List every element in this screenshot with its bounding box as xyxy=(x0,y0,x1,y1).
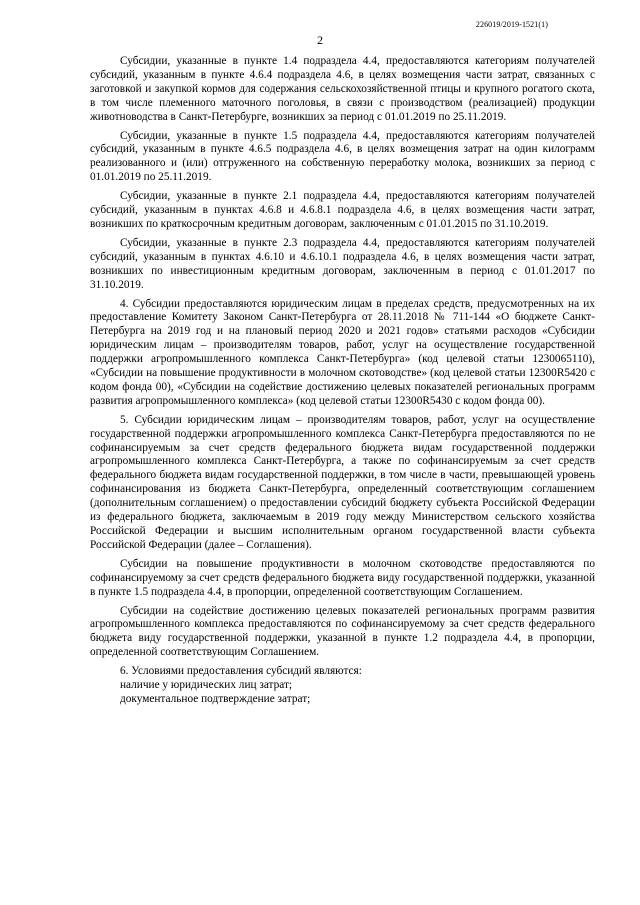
list-item-condition-documents: документальное подтверждение затрат; xyxy=(120,692,311,705)
paragraph-dairy-productivity: Субсидии на повышение продуктивности в молочном скотоводстве предоставляются по софинансируемому за счет средств федерального бюджета виду государственной поддержки, указанной в пункте 1.5 подраздела 4.4, в пропорции, определенной соответствующим Соглашением. xyxy=(90,557,595,598)
paragraph-subsidy-1-5: Субсидии, указанные в пункте 1.5 подраздела 4.4, предоставляются категориям получателей субсидий, указанным в пункте 4.6.5 подраздела 4.6, в целях возмещения затрат на один килограмм реализованного и (или) отгруженного на собственную переработку молока, возникших за период с 01.01.2019 по 25.11.2019. xyxy=(90,129,595,184)
paragraph-section-6: 6. Условиями предоставления субсидий являются: xyxy=(120,665,362,678)
paragraph-section-4: 4. Субсидии предоставляются юридическим лицам в пределах средств, предусмотренных на их предоставление Комитету Законом Санкт-Петербурга от 28.11.2018 № 711-144 «О бюджете Санкт-Петербурга на 2019 год и на плановый период 2020 и 2021 годов» статьями расходов «Субсидии юридическим лицам – производителям товаров, работ, услуг на осуществление государственной поддержки агропромышленного комплекса Санкт-Петербурга» (код целевой статьи 1230065110), «Субсидии на повышение продуктивности в молочном скотоводстве» (код целевой статьи 12300R5420 с кодом фонда 00), «Субсидии на содействие достижению целевых показателей региональных программ развития агропромышленного комплекса» (код целевой статьи 12300R5430 с кодом фонда 00). xyxy=(90,297,595,407)
document-code: 226019/2019-1521(1) xyxy=(475,20,548,29)
paragraph-regional-programs: Субсидии на содействие достижению целевых показателей региональных программ развития агропромышленного комплекса предоставляются по софинансируемому за счет средств федерального бюджета виду государственной поддержки, указанной в пункте 1.2 подраздела 4.4, в пропорции, определенной соответствующим Соглашением. xyxy=(90,604,595,659)
paragraph-subsidy-2-1: Субсидии, указанные в пункте 2.1 подраздела 4.4, предоставляются категориям получателей субсидий, указанным в пунктах 4.6.8 и 4.6.8.1 подраздела 4.6, в целях возмещения части затрат, возникших по краткосрочным кредитным договорам, заключенным с 01.01.2015 по 31.10.2019. xyxy=(90,190,595,230)
document-body xyxy=(90,55,595,707)
page-number: 2 xyxy=(317,33,323,47)
paragraph-subsidy-2-3: Субсидии, указанные в пункте 2.3 подраздела 4.4, предоставляются категориям получателей субсидий, указанным в пунктах 4.6.10 и 4.6.10.1 подраздела 4.6, в целях возмещения части затрат, возникших по инвестиционным кредитным договорам, заключенным в период с 01.01.2017 по 31.10.2019. xyxy=(90,236,595,291)
paragraph-subsidy-1-4: Субсидии, указанные в пункте 1.4 подраздела 4.4, предоставляются категориям получателей субсидий, указанным в пункте 4.6.4 подраздела 4.6, в целях возмещения части затрат, связанных с заготовкой и закупкой кормов для содержания сельскохозяйственной птицы и крупного рогатого скота, в том числе племенного маточного поголовья, в связи с производством (реализацией) продукции животноводства в Санкт-Петербурге, возникших за период с 01.01.2019 по 25.11.2019. xyxy=(90,55,595,123)
list-item-condition-costs: наличие у юридических лиц затрат; xyxy=(120,679,293,692)
paragraph-section-5: 5. Субсидии юридическим лицам – производителям товаров, работ, услуг на осуществление государственной поддержки агропромышленного комплекса Санкт-Петербурга предоставляются по не софинансируемым за счет средств федерального бюджета видам государственной поддержки агропромышленного комплекса Санкт-Петербурга, а также по софинансируемым за счет средств федерального бюджета видам государственной поддержки, в том числе в части, превышающей уровень софинансирования из бюджета Санкт-Петербурга, определенный соответствующим соглашением (дополнительным соглашением) о предоставлении субсидий бюджету субъекта Российской Федерации из федерального бюджета, заключаемым в 2019 году между Министерством сельского хозяйства Российской Федерации и высшим исполнительным органом государственной власти субъекта Российской Федерации (далее – Соглашения). xyxy=(90,413,595,551)
